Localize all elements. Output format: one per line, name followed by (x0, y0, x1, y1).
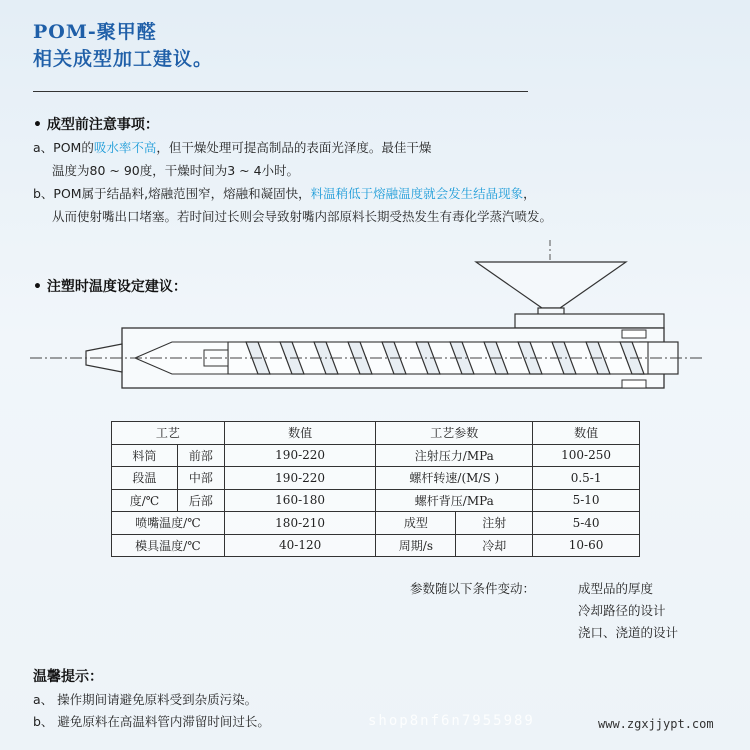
header-value2: 数值 (533, 422, 640, 445)
pre-molding-heading: • 成型前注意事项： (33, 117, 159, 133)
page-title-line2: 相关成型加工建议。 (33, 48, 214, 70)
shop-watermark: shop8nf6n7955989 (368, 713, 535, 729)
barrel-label-3: 度/℃ (112, 489, 178, 512)
barrel-label-1: 料筒 (112, 444, 178, 467)
inj-pressure-value: 100-250 (533, 444, 640, 467)
tip-item-a: a、 操作期间请避免原料受到杂质污染。 (33, 692, 258, 707)
header-value: 数值 (224, 422, 376, 445)
inject-value: 5-40 (533, 512, 640, 535)
middle-value: 190-220 (224, 467, 376, 490)
nozzle-temp-label: 喷嘴温度/℃ (112, 512, 225, 535)
item-b-suffix: ， (523, 186, 536, 201)
front-value: 190-220 (224, 444, 376, 467)
rear-value: 160-180 (224, 489, 376, 512)
pre-molding-item-b-line2: 从而使射嘴出口堵塞。若时间过长则会导致射嘴内部原料长期受热发生有毒化学蒸汽喷发。 (52, 209, 553, 224)
front-label: 前部 (177, 444, 224, 467)
site-watermark: www.zgxjjypt.com (598, 717, 714, 731)
screw-speed-value: 0.5-1 (533, 467, 640, 490)
item-a-suffix: ，但干燥处理可提高制品的表面光泽度。最佳干燥 (156, 140, 432, 155)
conditions-lead: 参数随以下条件变动： (410, 581, 536, 596)
inject-label: 注射 (456, 512, 533, 535)
rear-label: 后部 (177, 489, 224, 512)
pre-molding-item-a-line2: 温度为80 ~ 90度，干燥时间为3 ~ 4小时。 (52, 163, 300, 178)
table-row (112, 444, 640, 467)
table-row (112, 512, 640, 535)
item-a-highlight: 吸水率不高 (93, 140, 157, 155)
cool-value: 10-60 (533, 534, 640, 557)
temperature-heading: • 注塑时温度设定建议： (33, 279, 187, 295)
item-a-prefix: a、POM的 (33, 140, 94, 155)
table-row (112, 534, 640, 557)
process-parameter-table (111, 421, 640, 557)
tips-heading: 温馨提示： (33, 669, 103, 685)
cycle-label-2: 周期/s (376, 534, 456, 557)
cycle-label-1: 成型 (376, 512, 456, 535)
inj-pressure-label: 注射压力/MPa (376, 444, 533, 467)
condition-item: 冷却路径的设计 (578, 603, 666, 618)
header-process: 工艺 (112, 422, 225, 445)
condition-item: 成型品的厚度 (578, 581, 654, 596)
cool-label: 冷却 (456, 534, 533, 557)
table-header-row (112, 422, 640, 445)
condition-item: 浇口、浇道的设计 (578, 625, 679, 640)
back-pressure-label: 螺杆背压/MPa (376, 489, 533, 512)
injection-screw-diagram (0, 238, 750, 418)
screw-speed-label: 螺杆转速/(M/S ) (376, 467, 533, 490)
page-title-line1: POM-聚甲醛 (33, 21, 157, 43)
nozzle-temp-value: 180-210 (224, 512, 376, 535)
table-row (112, 489, 640, 512)
tip-item-b: b、 避免原料在高温料管内滞留时间过长。 (33, 714, 270, 729)
hopper-shape (476, 262, 626, 308)
pre-molding-item-a (33, 138, 431, 156)
mold-temp-value: 40-120 (224, 534, 376, 557)
middle-label: 中部 (177, 467, 224, 490)
item-b-highlight: 料温稍低于熔融温度就会发生结晶现象 (310, 186, 524, 201)
item-b-prefix: b、POM属于结晶料,熔融范围窄，熔融和凝固快， (33, 186, 311, 201)
pre-molding-item-b (33, 184, 536, 202)
mold-temp-label: 模具温度/℃ (112, 534, 225, 557)
back-pressure-value: 5-10 (533, 489, 640, 512)
table-row (112, 467, 640, 490)
title-divider (33, 91, 528, 92)
header-param: 工艺参数 (376, 422, 533, 445)
barrel-label-2: 段温 (112, 467, 178, 490)
